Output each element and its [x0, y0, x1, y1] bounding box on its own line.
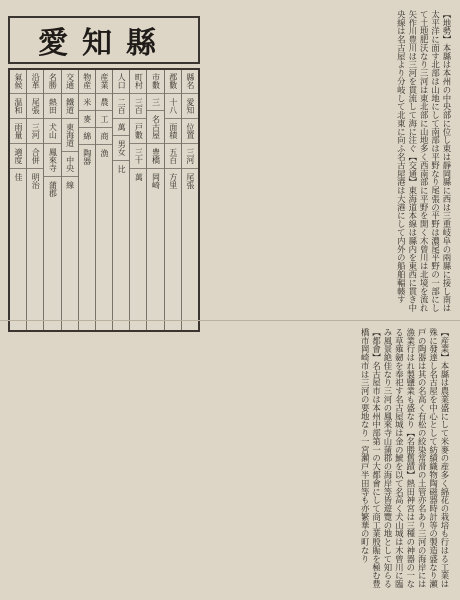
- table-cell: 郡數: [168, 73, 178, 89]
- table-column: [43, 70, 60, 330]
- table-column: [129, 70, 146, 330]
- table-column: [78, 70, 95, 330]
- table-cell: 鳳來寺: [48, 148, 58, 172]
- table-rule: [96, 93, 112, 94]
- table-cell: 物産: [82, 73, 92, 89]
- table-cell: 二百: [117, 98, 127, 114]
- table-cell: 人口: [117, 73, 127, 89]
- table-cell: 産業: [99, 73, 109, 89]
- table-rule: [130, 143, 146, 144]
- table-rule: [27, 143, 43, 144]
- table-rule: [113, 160, 129, 161]
- table-cell: 男女: [117, 140, 127, 156]
- table-rule: [182, 118, 198, 119]
- table-rule: [79, 144, 95, 145]
- table-cell: 三百: [134, 98, 144, 114]
- table-rule: [96, 127, 112, 128]
- table-cell: 方里: [168, 173, 178, 189]
- lower-body-text: 【産業】本縣は農業盛にして米麥の産多く綿花の栽培も行はる工業は殊に發達し名古屋を中心として紡績織物陶磁器時計等の製造盛なり瀬戸の陶器は其の名高く有松の絞染常滑の土管亦名あり三河の海岸には漁業行はれ製鹽業も盛なり【名勝舊蹟】熱田神宮は三種の神器の一なる草薙劒を奉祀す名古屋城は金の鯱を以て名高く犬山城は木曾川に臨み風景絶佳なり三河の鳳來寺山蒲郡の海岸等皆遊覽の地として知らる【都會】名古屋市は本州中部第一の大都會にして商工業殷賑を極む豊橋市岡崎市は三河の要地なり一宮瀬戸半田等も亦繁華の町なり: [360, 328, 450, 589]
- table-cell: 位置: [185, 123, 195, 139]
- table-rule: [165, 93, 181, 94]
- table-rule: [130, 168, 146, 169]
- table-rule: [182, 168, 198, 169]
- table-cell: 工: [99, 115, 109, 123]
- table-column: [61, 70, 78, 330]
- table-rule: [10, 168, 26, 169]
- table-rule: [147, 93, 163, 94]
- table-cell: 鐵道: [65, 98, 75, 114]
- table-rule: [165, 168, 181, 169]
- table-cell: 市數: [151, 73, 161, 89]
- table-rule: [113, 93, 129, 94]
- table-cell: 熱田: [48, 98, 58, 114]
- table-cell: 愛知: [185, 98, 195, 114]
- page-title: 愛知縣: [38, 26, 170, 61]
- table-cell: 五百: [168, 148, 178, 164]
- table-rule: [27, 93, 43, 94]
- table-cell: 綿: [82, 132, 92, 140]
- table-rule: [79, 110, 95, 111]
- table-rule: [182, 143, 198, 144]
- table-rule: [113, 118, 129, 119]
- table-cell: 尾張: [31, 98, 41, 114]
- table-cell: 氣候: [14, 73, 24, 89]
- table-cell: 佳: [14, 173, 24, 181]
- table-cell: 犬山: [48, 123, 58, 139]
- table-cell: 陶器: [82, 149, 92, 165]
- table-column: [164, 70, 181, 330]
- table-cell: 萬: [117, 123, 127, 131]
- table-rule: [147, 168, 163, 169]
- table-cell: 三河: [31, 123, 41, 139]
- table-column: [181, 70, 198, 330]
- table-cell: 麥: [82, 115, 92, 123]
- table-rule: [27, 168, 43, 169]
- table-rule: [10, 118, 26, 119]
- table-cell: 尾張: [185, 173, 195, 189]
- table-rule: [113, 135, 129, 136]
- table-rule: [130, 118, 146, 119]
- table-rule: [62, 176, 78, 177]
- table-rule: [44, 118, 60, 119]
- table-cell: 中央: [65, 156, 75, 172]
- table-rule: [62, 118, 78, 119]
- table-rule: [79, 93, 95, 94]
- table-rule: [10, 93, 26, 94]
- table-rule: [147, 143, 163, 144]
- upper-body-text: 【地勢】本縣は本州の中央部に位し東は靜岡縣に西は三重岐阜の兩縣に接し南は太平洋に面す北部は山地にして南部は平野なり尾張の平野は濃尾平野の一部にして土地肥沃なり三河は東北部に山地多く西南部に平野を開く木曾川は北境を流れ矢作川豊川は三河を貫流して海に注ぐ【交通】東海道本線は縣内を東西に貫き中央線は名古屋より分岐して北東に向ふ名古屋港は大港にして内外の船舶輻輳す: [396, 10, 452, 313]
- table-rule: [130, 93, 146, 94]
- table-column: [10, 70, 26, 330]
- table-rule: [165, 143, 181, 144]
- table-cell: 萬: [134, 173, 144, 181]
- table-cell: 蒲郡: [48, 181, 58, 197]
- table-cell: 縣名: [185, 73, 195, 89]
- table-cell: 三十: [134, 148, 144, 164]
- table-rule: [62, 93, 78, 94]
- table-cell: 雨量: [14, 123, 24, 139]
- stat-table: [8, 68, 200, 332]
- table-rule: [44, 176, 60, 177]
- table-cell: 米: [82, 98, 92, 106]
- table-cell: 戸數: [134, 123, 144, 139]
- table-cell: 線: [65, 181, 75, 189]
- table-rule: [96, 110, 112, 111]
- table-cell: 三河: [185, 148, 195, 164]
- table-cell: 適度: [14, 148, 24, 164]
- table-cell: 面積: [168, 123, 178, 139]
- table-cell: 合併: [31, 148, 41, 164]
- table-cell: 商: [99, 132, 109, 140]
- fold-line: [0, 320, 460, 321]
- table-cell: 三: [151, 98, 161, 106]
- table-rule: [147, 110, 163, 111]
- table-column: [146, 70, 163, 330]
- table-rule: [182, 93, 198, 94]
- table-column: [26, 70, 43, 330]
- table-cell: 名勝: [48, 73, 58, 89]
- table-rule: [44, 93, 60, 94]
- table-cell: 明治: [31, 173, 41, 189]
- table-cell: 十八: [168, 98, 178, 114]
- table-cell: 町村: [134, 73, 144, 89]
- table-cell: 名古屋: [151, 115, 161, 139]
- table-rule: [44, 143, 60, 144]
- table-cell: 温和: [14, 98, 24, 114]
- table-column: [112, 70, 129, 330]
- table-cell: 豊橋: [151, 148, 161, 164]
- table-column: [95, 70, 112, 330]
- table-cell: 比: [117, 165, 127, 173]
- table-rule: [62, 151, 78, 152]
- table-cell: 交通: [65, 73, 75, 89]
- table-cell: 沿革: [31, 73, 41, 89]
- table-cell: 岡崎: [151, 173, 161, 189]
- table-rule: [27, 118, 43, 119]
- table-rule: [79, 127, 95, 128]
- table-rule: [96, 144, 112, 145]
- table-rule: [165, 118, 181, 119]
- title-box: [8, 16, 200, 64]
- table-cell: 農: [99, 98, 109, 106]
- table-cell: 漁: [99, 149, 109, 157]
- table-cell: 東海道: [65, 123, 75, 147]
- table-rule: [10, 143, 26, 144]
